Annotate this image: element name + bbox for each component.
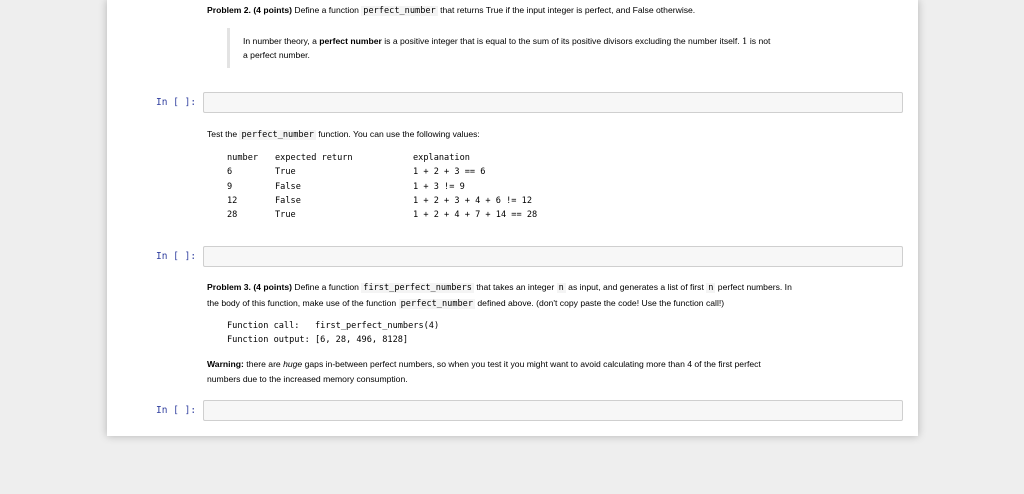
problem3-text: that takes an integer [473, 282, 557, 292]
code-cell-3-input[interactable] [203, 400, 903, 421]
code-cell-1-input[interactable] [203, 92, 903, 113]
test-function-name: perfect_number [241, 130, 314, 140]
problem2-title: Problem 2. (4 points) [207, 5, 292, 15]
output-label: Function output: [227, 335, 315, 346]
problem2-function-name: perfect_number [363, 6, 436, 16]
problem3-ref-function: perfect_number [400, 299, 474, 309]
row-explanation: 1 + 2 + 3 == 6 [413, 167, 486, 178]
quote-number: 1 [742, 37, 748, 47]
row-expected: True [275, 167, 296, 178]
warning-text-2: gaps in-between perfect numbers, so when you test it you might want to avoid calculating more than 4 of the first perfect [302, 359, 761, 369]
row-expected: False [275, 181, 301, 192]
cell-2-prompt: In [ ]: [156, 251, 197, 262]
function-example-block [227, 319, 439, 348]
call-value: first_perfect_numbers(4) [314, 321, 440, 331]
problem3-var-n: n [558, 283, 564, 293]
quote-bold-term: perfect number [319, 36, 382, 46]
quote-text-2: is a positive integer that is equal to the sum of its positive divisors excluding the number itself. [381, 36, 743, 46]
problem2-text-after: that returns True if the input integer is perfect, and False otherwise. [437, 5, 696, 15]
code-cell-2-input[interactable] [203, 246, 903, 267]
row-expected: False [275, 195, 301, 206]
problem3-text: as input, and generates a list of first [565, 282, 707, 292]
problem3-function-name: first_perfect_numbers [363, 283, 472, 293]
output-value: [6, 28, 496, 8128] [314, 335, 409, 346]
warning-text: there are [243, 359, 284, 369]
header-explanation: explanation [413, 153, 470, 163]
warning-label: Warning: [207, 359, 244, 369]
cell-3-prompt: In [ ]: [156, 405, 197, 416]
test-table-number-column [227, 151, 258, 222]
problem3-statement [207, 280, 907, 312]
problem2-statement [207, 3, 907, 19]
call-label: Function call: [227, 321, 315, 331]
quote-text: In number theory, a [243, 36, 320, 46]
problem3-text: perfect numbers. In [715, 282, 792, 292]
problem3-text-line2: the body of this function, make use of the function [207, 298, 399, 308]
quote-text-3: is not [747, 36, 771, 46]
warning-note [207, 357, 907, 387]
problem3-var-n: n [708, 283, 714, 293]
quote-line-2: a perfect number. [243, 50, 310, 60]
row-number: 6 [227, 167, 233, 178]
test-table-expected-column [275, 151, 353, 222]
row-explanation: 1 + 2 + 3 + 4 + 6 != 12 [413, 195, 532, 206]
problem3-text-line2-end: defined above. (don't copy paste the code! Use the function call!) [475, 298, 725, 308]
row-explanation: 1 + 2 + 4 + 7 + 14 == 28 [413, 210, 538, 221]
test-table-explanation-column [413, 151, 537, 222]
row-number: 9 [227, 181, 233, 192]
notebook-page [107, 0, 918, 436]
problem3-title: Problem 3. (4 points) [207, 282, 292, 292]
header-number: number [227, 153, 259, 163]
test-text: Test the [207, 129, 240, 139]
cell-1-prompt: In [ ]: [156, 97, 197, 108]
perfect-number-blockquote [227, 28, 867, 68]
row-number: 28 [227, 210, 238, 221]
warning-line-2: numbers due to the increased memory consumption. [207, 374, 408, 384]
problem3-text: Define a function [292, 282, 362, 292]
test-instructions [207, 127, 907, 143]
problem2-text: Define a function [292, 5, 362, 15]
row-expected: True [275, 210, 296, 221]
header-expected: expected return [275, 153, 353, 163]
test-text-after: function. You can use the following values: [315, 129, 480, 139]
row-number: 12 [227, 195, 238, 206]
row-explanation: 1 + 3 != 9 [413, 181, 465, 192]
warning-emphasis: huge [283, 359, 303, 369]
